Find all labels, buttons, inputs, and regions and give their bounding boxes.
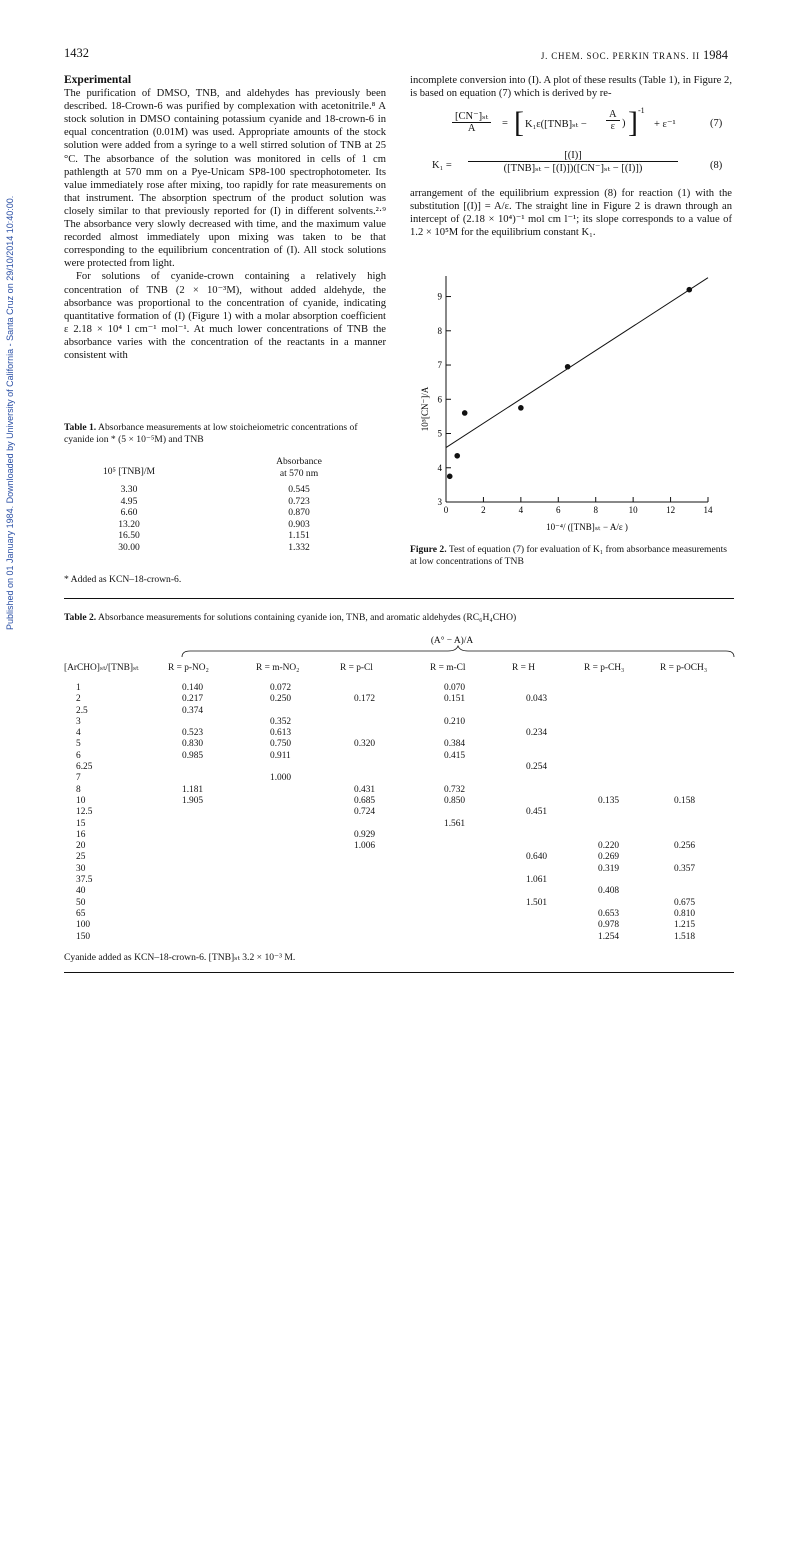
table-2-ratio-cell: 10 <box>76 795 86 806</box>
equation-8: K₁ = [(I)] ([TNB]ₛₜ − [(I)])([CN⁻]ₛₜ − [(I)]) (8) <box>432 150 723 174</box>
table-2-value-cell: 0.640 <box>526 852 548 863</box>
table-2-value-cell: 0.234 <box>526 728 548 739</box>
table-2-row <box>64 864 734 875</box>
table-1-absorbance-cell: 0.903 <box>288 518 310 530</box>
table-1-row <box>88 542 378 554</box>
eq7-inner-fraction: $\frac{A}{\varepsilon}$ <box>606 109 620 132</box>
table-2-row <box>64 920 734 931</box>
table-2-row <box>64 841 734 852</box>
table-2-row <box>64 819 734 830</box>
table-2-column-header: R = m-NO₂ <box>256 663 300 673</box>
table-2-ratio-cell: 16 <box>76 829 86 840</box>
table-2-row <box>64 875 734 886</box>
data-point <box>454 453 460 459</box>
table-1-tnb-cell: 6.60 <box>120 507 138 519</box>
table-1-caption: Table 1. Absorbance measurements at low stoicheiometric concentrations of cyanide ion * (5 × 10⁻⁵M) and TNB <box>64 422 358 445</box>
table-2-value-cell: 0.043 <box>526 694 548 705</box>
y-tick-label: 8 <box>437 325 442 336</box>
table-2-value-cell: 0.319 <box>598 863 620 874</box>
table-1-col1-header: 10⁵ [TNB]/M <box>102 466 156 477</box>
table-2-value-cell: 0.431 <box>354 784 376 795</box>
table-2-ratio-cell: 3 <box>76 716 81 727</box>
table-2 <box>64 663 734 1563</box>
table-2-ratio-cell: 37.5 <box>76 875 93 886</box>
table-2-row-header: [ArCHO]ₛₜ/[TNB]ₛₜ <box>64 663 139 673</box>
table-2-row <box>64 773 734 784</box>
table-2-ratio-cell: 150 <box>76 931 91 942</box>
table-1-tnb-cell: 4.95 <box>120 495 138 507</box>
table-2-value-cell: 0.320 <box>354 739 376 750</box>
table-1-tnb-cell: 3.30 <box>120 484 138 495</box>
y-tick-label: 3 <box>437 497 442 507</box>
table-2-value-cell: 0.978 <box>598 920 620 931</box>
table-2-value-cell: 0.250 <box>270 694 292 705</box>
table-2-value-cell: 0.352 <box>270 716 292 727</box>
table-2-row <box>64 706 734 717</box>
x-tick-label: 10 <box>628 505 638 515</box>
table-2-row <box>64 932 734 943</box>
experimental-paragraph-2: For solutions of cyanide-crown containing a relatively high concentration of TNB (2 × 10⁻³M), without added aldehyde, the absorbance was proportional to the concentration of cyanide, indicating quantitative formation of (I) (Figure 1) with a molar absorption coefficient ε 2.18 × 10⁴ l cm⁻¹ mol⁻¹. At much lower concentrations of TNB the absorbance varies with the concentration of the reactants in a manner consistent with <box>64 271 386 361</box>
table-1-absorbance-cell: 0.723 <box>288 495 310 507</box>
table-2-row <box>64 898 734 909</box>
table-2-ratio-cell: 7 <box>76 773 81 784</box>
publication-stamp: Published on 01 January 1984. Downloaded by University of California - Santa Cruz on 29/10/2014 10:40:00. <box>5 195 15 630</box>
table-2-ratio-cell: 50 <box>76 897 86 908</box>
table-2-value-cell: 1.000 <box>270 773 292 784</box>
y-tick-label: 4 <box>437 462 442 473</box>
table-2-ratio-cell: 25 <box>76 852 86 863</box>
data-point <box>565 364 571 370</box>
table-2-ratio-cell: 40 <box>76 886 86 897</box>
table-2-value-cell: 0.220 <box>598 841 620 852</box>
table-1-row <box>88 484 378 496</box>
table-2-value-cell: 0.384 <box>444 739 466 750</box>
table-1-tnb-cell: 30.00 <box>118 541 140 553</box>
table-2-ratio-cell: 8 <box>76 784 81 795</box>
table-2-ratio-cell: 6.25 <box>76 762 93 773</box>
fit-line <box>446 278 708 448</box>
table-2-brace <box>180 645 740 659</box>
table-2-row <box>64 751 734 762</box>
table-2-ratio-cell: 4 <box>76 728 81 739</box>
table-2-value-cell: 1.561 <box>444 818 466 829</box>
table-2-row <box>64 694 734 705</box>
table-2-ratio-cell: 15 <box>76 818 86 829</box>
eq7-bracket-close: ] <box>628 106 638 139</box>
table-2-value-cell: 0.985 <box>182 750 204 761</box>
table-2-value-cell: 0.408 <box>598 886 620 897</box>
table-2-row <box>64 909 734 920</box>
table-2-value-cell: 0.254 <box>526 762 548 773</box>
y-tick-label: 7 <box>437 360 442 371</box>
table-2-row <box>64 886 734 897</box>
table-2-value-cell: 0.911 <box>270 750 291 761</box>
table-2-value-cell: 0.072 <box>270 683 292 693</box>
table-2-value-cell: 0.613 <box>270 728 292 739</box>
table-2-bottom-rule <box>64 972 734 973</box>
table-2-value-cell: 0.724 <box>354 807 376 818</box>
table-2-value-cell: 0.172 <box>354 694 376 705</box>
table-1-absorbance-cell: 1.151 <box>288 530 310 542</box>
eq7-lhs: $\frac{\text{[CN⁻]ₛₜ}}{A}$ <box>452 110 491 134</box>
x-tick-label: 2 <box>481 505 486 515</box>
table-2-value-cell: 1.501 <box>526 897 548 908</box>
table-2-value-cell: 0.685 <box>354 795 376 806</box>
table-2-ratio-cell: 6 <box>76 750 81 761</box>
table-1-tnb-cell: 13.20 <box>118 518 140 530</box>
journal-name: J. CHEM. SOC. PERKIN TRANS. II <box>540 51 700 61</box>
table-2-ratio-cell: 12.5 <box>76 807 93 818</box>
x-axis-label: 10⁻⁴/ ([TNB]ₛₜ − A/ε ) <box>546 522 628 532</box>
y-axis-label: 10⁵[CN⁻]/A <box>420 386 430 432</box>
table-2-row <box>64 728 734 739</box>
experimental-heading: Experimental <box>64 74 132 86</box>
table-2-row <box>64 807 734 818</box>
table-1-row <box>88 530 378 542</box>
table-2-value-cell: 1.006 <box>354 841 376 852</box>
table-2-row <box>64 830 734 841</box>
table-2-column-header: R = m-Cl <box>430 663 466 673</box>
right-paragraph-2: arrangement of the equilibrium expression (8) for reaction (1) with the substitution [(I)] = A/ε. The straight line in Figure 2 is drawn through an intercept of (2.18 × 10⁴)⁻¹ mol cm l⁻¹; its slope corresponds to a value of 1.2 × 10⁵M for the equilibrium constant K₁. <box>410 188 732 239</box>
table-2-column-header: R = p-OCH₃ <box>660 663 708 673</box>
right-paragraph-1: incomplete conversion into (I). A plot of these results (Table 1), in Figure 2, is based on equation (7) which is derived by re- <box>410 75 732 100</box>
page-number: 1432 <box>64 46 89 60</box>
equation-7: $\frac{\text{[CN⁻]ₛₜ}}{A}$ = [ K₁ε([TNB]ₛₜ − $\frac{A}{\varepsilon}$ ) ] -1 + ε⁻¹ (7) <box>452 108 732 148</box>
x-tick-label: 14 <box>703 505 713 515</box>
table-2-row <box>64 683 734 694</box>
table-2-row <box>64 785 734 796</box>
table-2-value-cell: 0.151 <box>444 694 466 705</box>
x-tick-label: 4 <box>518 505 524 515</box>
table-2-value-cell: 0.256 <box>674 841 696 852</box>
table-1-row <box>88 507 378 519</box>
table-1-tnb-cell: 16.50 <box>118 530 140 542</box>
experimental-section <box>64 74 386 362</box>
table-2-column-header: R = H <box>512 663 535 673</box>
table-2-value-cell: 0.357 <box>674 863 696 874</box>
table-2-ratio-cell: 2.5 <box>76 705 88 716</box>
table-1-footnote: * Added as KCN–18-crown-6. <box>64 574 182 585</box>
table-2-span-header: (A° − A)/A <box>430 636 474 646</box>
table-2-value-cell: 1.905 <box>182 795 204 806</box>
table-2-value-cell: 1.518 <box>674 931 696 942</box>
table-2-ratio-cell: 2 <box>76 694 81 705</box>
table-2-value-cell: 0.210 <box>444 716 466 727</box>
x-tick-label: 6 <box>556 505 561 515</box>
table-2-value-cell: 0.158 <box>674 795 696 806</box>
x-tick-label: 8 <box>593 505 598 515</box>
y-tick-label: 9 <box>437 291 442 302</box>
table-2-value-cell: 1.061 <box>526 875 548 886</box>
table-2-column-header: R = p-NO₂ <box>168 663 209 673</box>
data-point <box>447 474 453 480</box>
table-2-ratio-cell: 1 <box>76 683 81 693</box>
eq8-label: (8) <box>710 160 723 171</box>
table-2-value-cell: 0.850 <box>444 795 466 806</box>
table-2-row <box>64 852 734 863</box>
table-1-absorbance-cell: 0.870 <box>288 507 310 519</box>
table-2-value-cell: 0.523 <box>182 728 204 739</box>
eq7-label: (7) <box>710 118 723 129</box>
table-1-row <box>88 519 378 531</box>
table-2-value-cell: 0.750 <box>270 739 292 750</box>
table-2-value-cell: 0.732 <box>444 784 466 795</box>
table-2-value-cell: 0.070 <box>444 683 466 693</box>
y-tick-label: 5 <box>437 428 442 439</box>
data-point <box>518 405 524 411</box>
table-2-value-cell: 0.269 <box>598 852 620 863</box>
running-header <box>541 48 728 63</box>
table-1-absorbance-cell: 0.545 <box>288 484 310 495</box>
figure-2-chart <box>408 258 738 548</box>
eq7-bracket-open: [ <box>514 106 524 139</box>
table-2-row <box>64 762 734 773</box>
table-2-value-cell: 0.217 <box>182 694 204 705</box>
table-2-value-cell: 0.374 <box>182 705 204 716</box>
data-point <box>686 287 692 293</box>
table-1-absorbance-cell: 1.332 <box>288 541 310 553</box>
table-1-row <box>88 496 378 508</box>
table-2-value-cell: 0.653 <box>598 908 620 919</box>
x-tick-label: 0 <box>443 505 449 515</box>
x-tick-label: 12 <box>666 505 676 515</box>
table-2-value-cell: 0.135 <box>598 795 620 806</box>
table-2-footnote: Cyanide added as KCN–18-crown-6. [TNB]ₛₜ 3.2 × 10⁻³ M. <box>64 952 296 963</box>
experimental-paragraph-1: The purification of DMSO, TNB, and aldehydes has previously been described. 18-Crown-6 was purified by complexation with acetonitrile.⁸ A stock solution in DMSO containing potassium cyanide and 18-crown-6 in equal concentration (0.01M) was used. Appropriate amounts of the stock solution were added from a syringe to a well stirred solution of TNB at 25 °C. The absorbance of the solution was monitored in cells of 1 cm pathlength at 570 mm on a Pye-Unicam SP8-100 spectrophotometer. Its value immediately rose after mixing, too rapidly for rate measurements on that instrument. The absorption spectrum of the product solution was closely similar to that previously reported for (I) in different solvents.²·⁹ The absorbance very slowly decreased with time, and the maximum value recorded almost immediately upon mixing was taken to be that corresponding to the equilibrium concentration of (I). All stock solutions were protected from light. <box>64 88 386 270</box>
table-2-value-cell: 1.181 <box>182 784 204 795</box>
eq8-fraction: [(I)] ([TNB]ₛₜ − [(I)])([CN⁻]ₛₜ − [(I)]) <box>468 150 678 174</box>
table-2-value-cell: 0.810 <box>674 908 696 919</box>
table-2-row <box>64 796 734 807</box>
table-2-ratio-cell: 65 <box>76 908 86 919</box>
table-2-ratio-cell: 5 <box>76 739 81 750</box>
y-tick-label: 6 <box>437 394 442 405</box>
table-2-value-cell: 1.215 <box>674 920 696 931</box>
journal-year: 1984 <box>703 48 728 62</box>
table-1 <box>88 456 378 554</box>
table-2-column-header: R = p-CH₃ <box>584 663 625 673</box>
table-2-top-rule <box>64 598 734 599</box>
table-2-value-cell: 1.254 <box>598 931 620 942</box>
table-2-row <box>64 717 734 728</box>
table-2-value-cell: 0.675 <box>674 897 696 908</box>
table-2-ratio-cell: 30 <box>76 863 86 874</box>
data-point <box>462 410 468 416</box>
table-2-value-cell: 0.929 <box>354 829 376 840</box>
table-2-row <box>64 739 734 750</box>
table-2-ratio-cell: 100 <box>76 920 91 931</box>
table-2-value-cell: 0.830 <box>182 739 204 750</box>
table-1-col2-header: Absorbance at 570 nm <box>276 456 322 479</box>
figure-2-caption: Figure 2. Test of equation (7) for evaluation of K₁ from absorbance measurements at low concentrations of TNB <box>410 544 727 567</box>
table-2-value-cell: 0.451 <box>526 807 548 818</box>
table-2-value-cell: 0.140 <box>182 683 204 693</box>
table-2-ratio-cell: 20 <box>76 841 86 852</box>
table-2-column-header: R = p-Cl <box>340 663 373 673</box>
table-2-caption: Table 2. Absorbance measurements for solutions containing cyanide ion, TNB, and aromatic aldehydes (RC₆H₄CHO) <box>64 612 517 623</box>
table-2-value-cell: 0.415 <box>444 750 466 761</box>
